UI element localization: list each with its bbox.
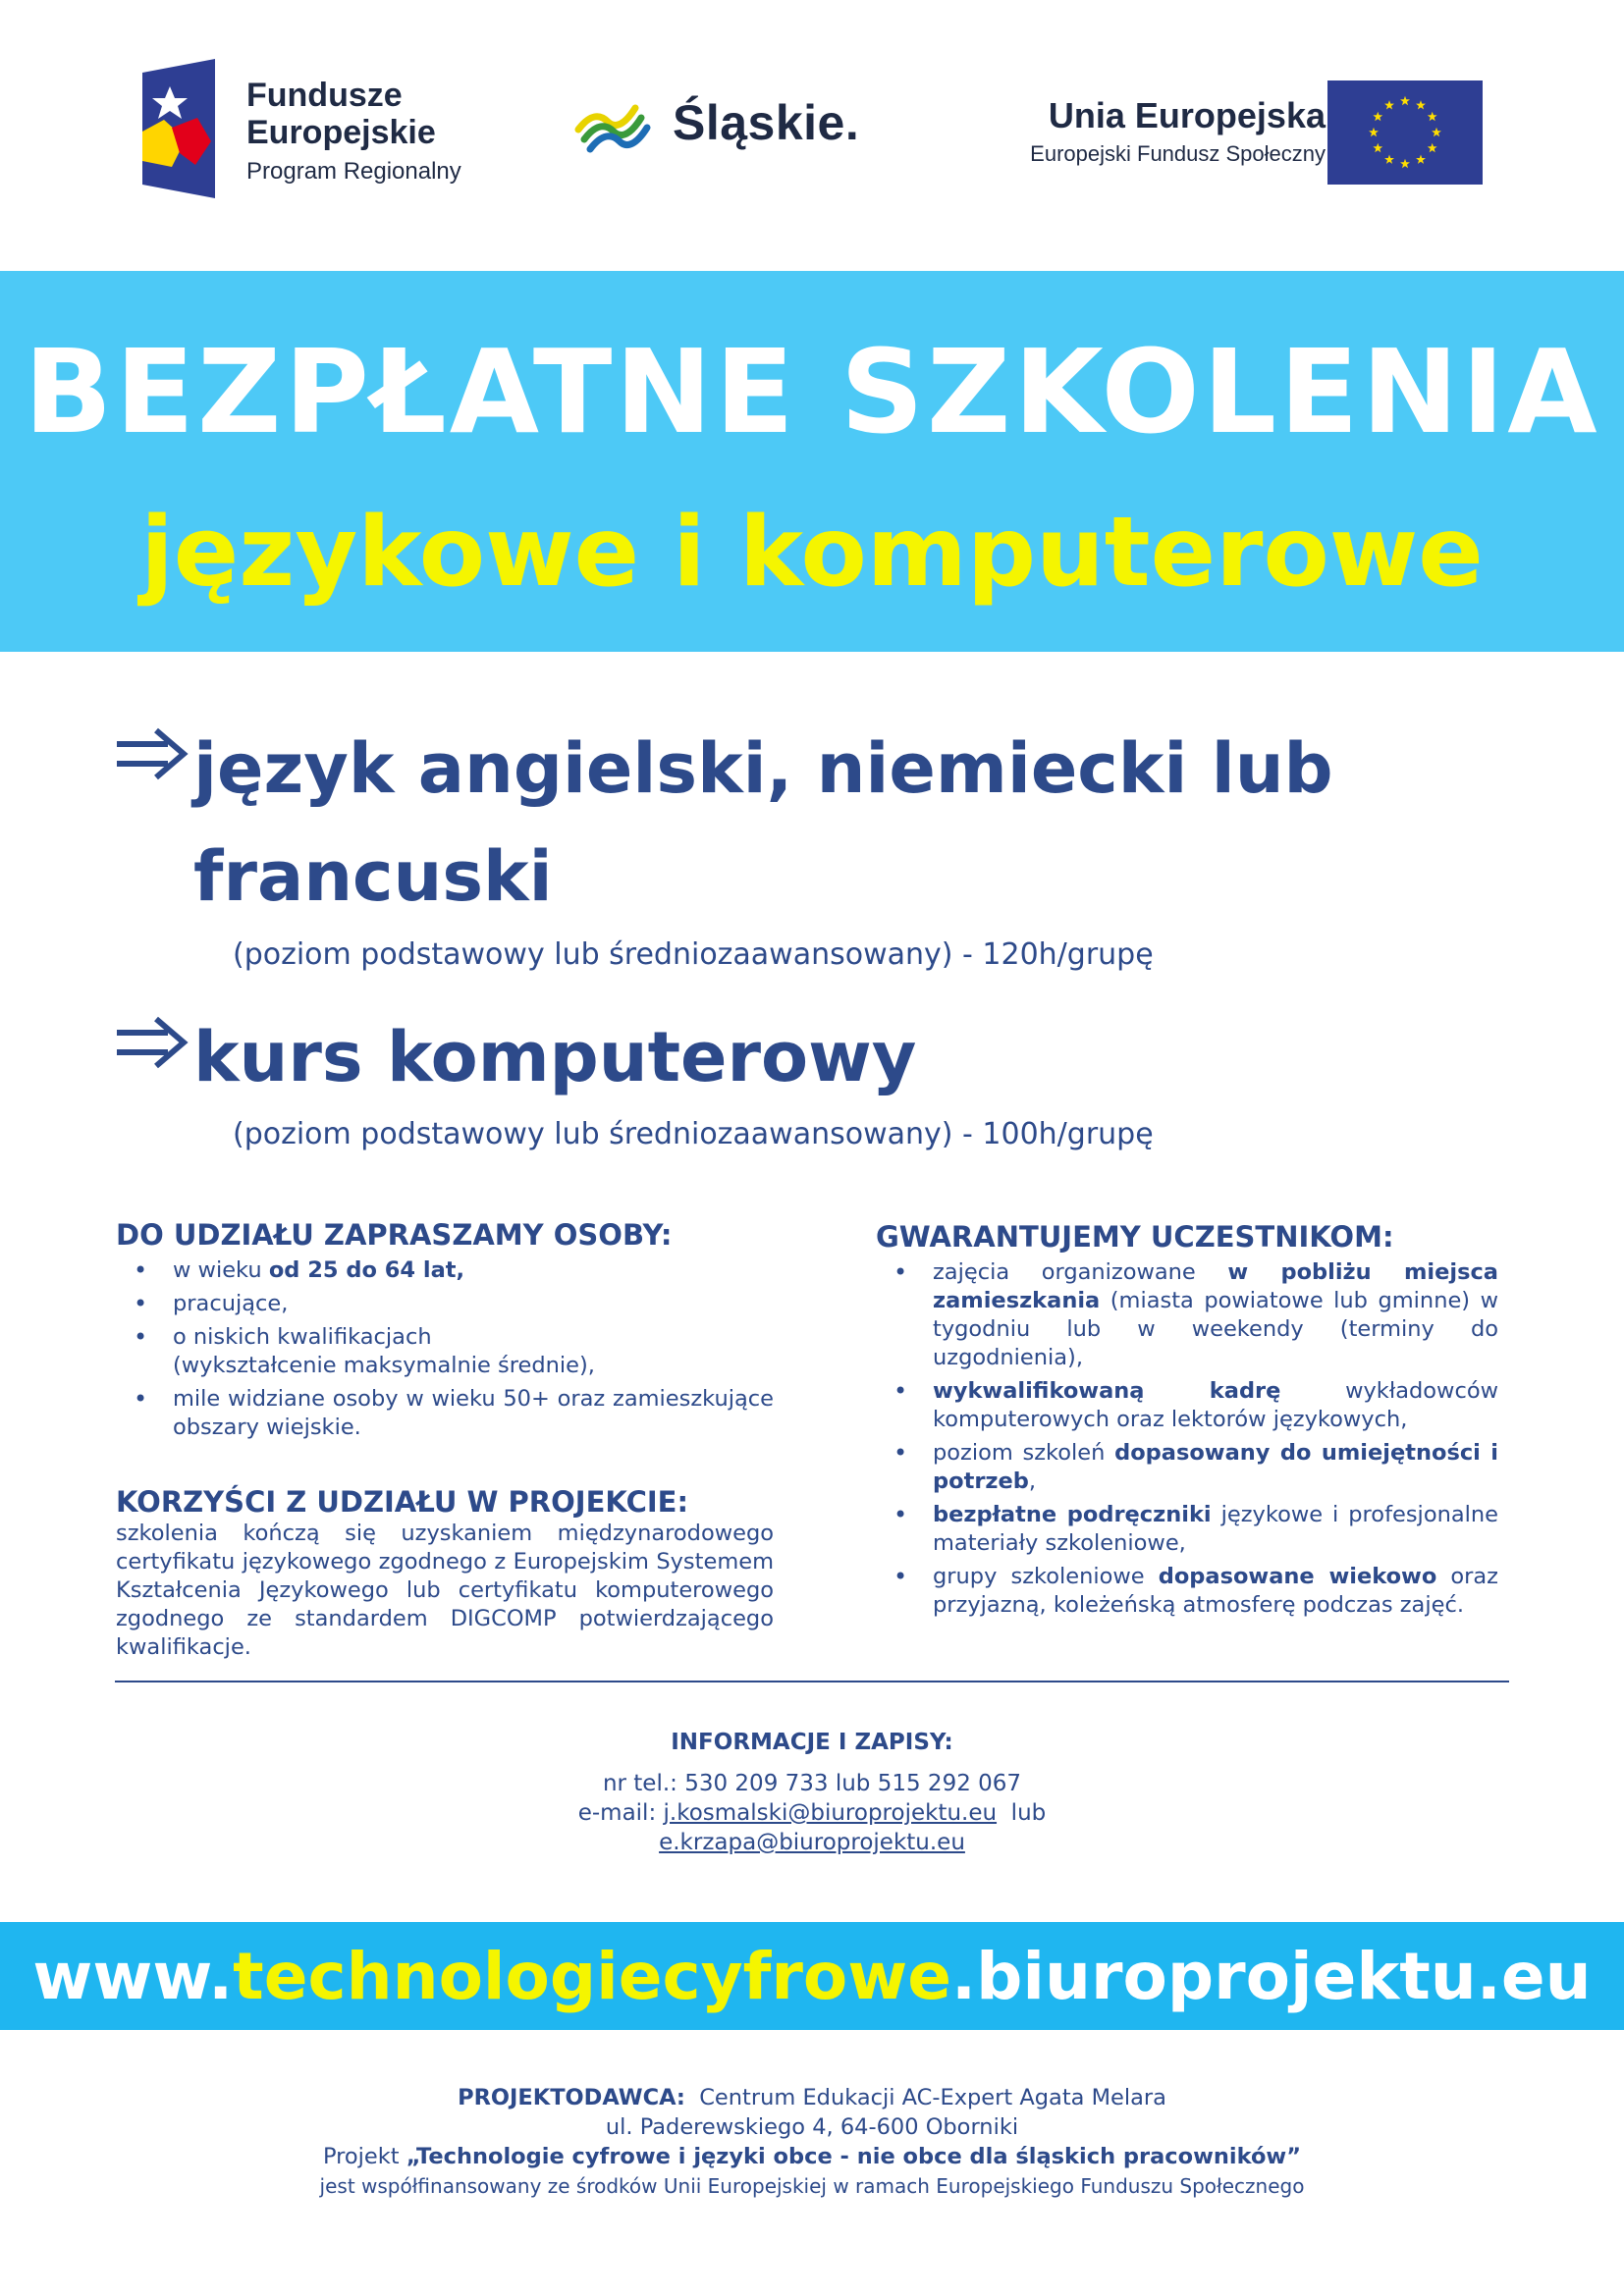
email-or: lub xyxy=(997,1800,1047,1826)
list-item xyxy=(116,1256,774,1285)
course-language xyxy=(113,715,1507,972)
eu-line2: Europejski Fundusz Społeczny xyxy=(1030,141,1326,166)
website-suffix: .biuroprojektu.eu xyxy=(951,1939,1592,2014)
course-title: język angielski, niemiecki lub francuski xyxy=(193,728,1333,917)
logo-bar xyxy=(0,0,1624,271)
banner-title: BEZPŁATNE SZKOLENIA xyxy=(24,324,1600,459)
guarantee-text: zajęcia organizowane xyxy=(933,1259,1228,1285)
course-note: (poziom podstawowy lub średniozaawansowany) - 120h/grupę xyxy=(233,937,1154,972)
list-item xyxy=(876,1501,1498,1558)
banner-subtitle: językowe i komputerowe xyxy=(140,497,1484,609)
contact-phone: nr tel.: 530 209 733 lub 515 292 067 xyxy=(602,1771,1022,1796)
list-item xyxy=(876,1439,1498,1496)
guarantee-bold: dopasowany do umiejętności i potrzeb xyxy=(933,1440,1499,1494)
benefits-section xyxy=(116,1484,774,1662)
email-link-1[interactable]: j.kosmalski@biuroprojektu.eu xyxy=(663,1800,998,1826)
eu-line1: Unia Europejska xyxy=(1048,95,1326,135)
fundusze-europejskie-mark-icon xyxy=(142,59,215,198)
website-prefix: www. xyxy=(32,1939,234,2014)
footer-organizer-line xyxy=(0,2083,1624,2112)
fundusze-europejskie-logo xyxy=(142,57,486,204)
list-item: • pracujące, xyxy=(116,1290,774,1318)
guarantee-text: poziom szkoleń xyxy=(933,1440,1115,1466)
benefits-text: szkolenia kończą się uzyskaniem międzynarodowego certyfikatu językowego zgodnego z Europejskim Systemem Kształcenia Językowego lub certyfikatu komputerowego zgodnego ze standardem DIGCOMP potwierdzającego kwalifikacje. xyxy=(116,1521,774,1660)
footer-label: PROJEKTODAWCA: xyxy=(458,2085,685,2110)
header-banner xyxy=(0,271,1624,652)
invite-item3-line1: o niskich kwalifikacjach xyxy=(173,1324,432,1350)
guarantee-bold: dopasowane wiekowo xyxy=(1158,1564,1437,1589)
course-note: (poziom podstawowy lub średniozaawansowany) - 100h/grupę xyxy=(233,1117,1154,1151)
guarantee-text: językowe i profesjonalne materiały szkoleniowe, xyxy=(933,1502,1498,1556)
invite-section xyxy=(116,1217,774,1442)
slaskie-logo xyxy=(574,86,889,175)
list-item: • mile widziane osoby w wieku 50+ oraz zamieszkujące obszary wiejskie. xyxy=(116,1385,774,1442)
footer-project-prefix: Projekt xyxy=(322,2144,406,2169)
website-banner xyxy=(0,1922,1624,2030)
guarantee-text: wykładowców komputerowych oraz lektorów językowych, xyxy=(933,1378,1498,1432)
website-middle: technologiecyfrowe xyxy=(233,1939,952,2014)
email-link-2[interactable]: e.krzapa@biuroprojektu.eu xyxy=(659,1830,965,1855)
contact-heading: INFORMACJE I ZAPISY: xyxy=(671,1730,953,1755)
email-label: e-mail: xyxy=(577,1800,664,1826)
course-computer xyxy=(113,1003,1507,1160)
guarantee-text: grupy szkoleniowe xyxy=(933,1564,1159,1589)
footer-address: ul. Paderewskiego 4, 64-600 Oborniki xyxy=(605,2114,1019,2140)
fundusze-europejskie-text xyxy=(246,77,461,188)
invite-age-prefix: w wieku xyxy=(173,1257,269,1283)
invite-item3-line2: (wykształcenie maksymalnie średnie), xyxy=(173,1353,595,1378)
guarantee-bold: w pobliżu miejsca zamieszkania xyxy=(933,1259,1498,1313)
guarantee-bold: wykwalifikowaną kadrę xyxy=(933,1378,1281,1404)
fundusze-line3: Program Regionalny xyxy=(246,158,461,185)
eu-logo xyxy=(952,80,1483,188)
guarantee-text: oraz przyjazną, koleżeńską atmosferę podczas zajęć. xyxy=(933,1564,1498,1618)
list-item xyxy=(876,1377,1498,1434)
eu-text xyxy=(1030,96,1326,169)
list-item xyxy=(876,1563,1498,1620)
double-arrow-icon xyxy=(113,1013,191,1072)
guarantee-text: (miasta powiatowe lub gminne) w tygodniu lub w weekendy (terminy do uzgodnienia), xyxy=(933,1288,1498,1370)
contact-section xyxy=(0,1728,1624,1857)
list-item xyxy=(876,1258,1498,1372)
website-url[interactable] xyxy=(0,1939,1624,2014)
footer-organizer: Centrum Edukacji AC-Expert Agata Melara xyxy=(684,2085,1166,2110)
footer xyxy=(0,2083,1624,2201)
double-arrow-icon xyxy=(113,724,191,783)
guarantee-section xyxy=(876,1219,1498,1620)
contact-email-line xyxy=(0,1798,1624,1828)
eu-flag-icon xyxy=(1327,80,1483,185)
footer-project-line xyxy=(0,2142,1624,2171)
footer-funding: jest współfinansowany ze środków Unii Europejskiej w ramach Europejskiego Funduszu Społecznego xyxy=(319,2174,1305,2198)
fundusze-line2: Europejskie xyxy=(246,114,436,151)
guarantee-text: , xyxy=(1028,1468,1037,1494)
slaskie-text: Śląskie. xyxy=(673,95,860,150)
footer-project-name: „Technologie cyfrowe i języki obce - nie obce dla śląskich pracowników” xyxy=(406,2144,1302,2169)
invite-age-bold: od 25 do 64 lat, xyxy=(268,1257,465,1283)
course-title: kurs komputerowy xyxy=(193,1017,917,1097)
benefits-heading: KORZYŚCI Z UDZIAŁU W PROJEKCIE: xyxy=(116,1485,689,1519)
invite-heading: DO UDZIAŁU ZAPRASZAMY OSOBY: xyxy=(116,1218,673,1252)
invite-list xyxy=(116,1256,774,1442)
list-item xyxy=(116,1323,774,1380)
contact-email-line-2 xyxy=(0,1828,1624,1857)
fundusze-line1: Fundusze xyxy=(246,77,403,114)
guarantee-heading: GWARANTUJEMY UCZESTNIKOM: xyxy=(876,1220,1394,1254)
slaskie-waves-icon xyxy=(574,94,653,155)
guarantee-bold: bezpłatne podręczniki xyxy=(933,1502,1212,1527)
section-divider xyxy=(115,1681,1509,1682)
guarantee-list xyxy=(876,1258,1498,1620)
